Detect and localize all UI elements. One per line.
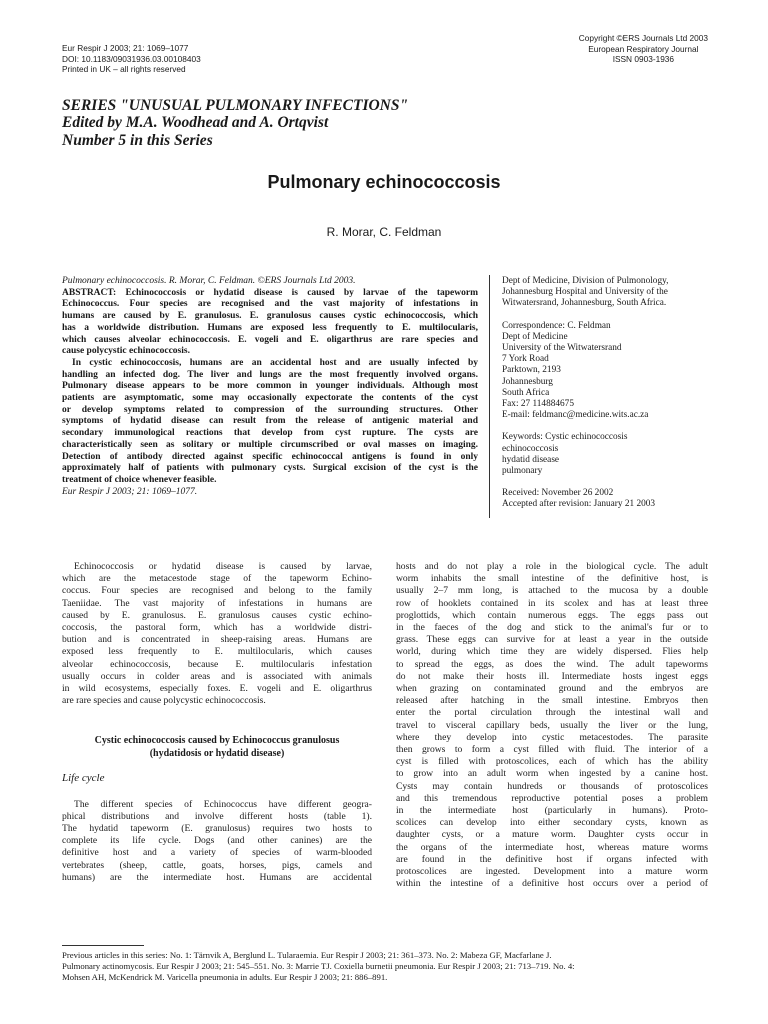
life-cycle-paragraph: The different species of Echinococcus have different geogra- phical distributions and involve different hosts (table 1). The hydatid tapeworm (E. granulosus) requires two hosts to complete its life cycle. Dogs (and other canines) are the definitive host and a variety of species of warm-blooded vertebrates (sheep, cattle, goats, horses, pigs, camels and humans) are the intermediate host. Humans are accidental [62, 798, 372, 883]
abstract [62, 276, 478, 498]
body-column-left [62, 561, 372, 884]
journal-name: European Respiratory Journal [588, 43, 699, 54]
keywords: Keywords: Cystic echinococcosis echinococcosis hydatid disease pulmonary [502, 432, 628, 477]
doi: DOI: 10.1183/09031936.03.00108403 [62, 53, 201, 64]
author-sidebar [502, 276, 717, 522]
copyright: Copyright ©ERS Journals Ltd 2003 [578, 33, 708, 43]
journal-citation: Eur Respir J 2003; 21: 1069–1077 [62, 43, 189, 53]
article-authors: R. Morar, C. Feldman [326, 225, 442, 239]
footnote-rule [62, 945, 144, 946]
series-info [62, 97, 408, 149]
section-heading: Cystic echinococcosis caused by Echinococcus granulosus (hydatidosis or hydatid disease) [94, 735, 340, 759]
footnote: Previous articles in this series: No. 1: Tärnvik A, Berglund L. Tularaemia. Eur Respir J 2003; 21: 361–373. No. 2: Mabeza GF, Macfarlane J. Pulmonary actinomycosis. Eur Respir J 2003; 21: 545–551. No. 3: Marrie TJ. Coxiella burnetii pneumonia. Eur Respir J 2003; 21: 713–719. No. 4: Mohsen AH, McKendrick M. Varicella pneumonia in adults. Eur Respir J 2003; 21: 886–891. [62, 950, 575, 982]
subsection-heading: Life cycle [62, 772, 105, 785]
journal-info [62, 43, 201, 75]
copyright-info [579, 33, 708, 65]
intro-paragraph: Echinococcosis or hydatid disease is caused by larvae, which are the metacestode stage of the tapeworm Echino- coccus. Four species are recognised and belong to the family Taeniidae. The vast majority of infestations in humans are caused by E. granulosus. E. granulosus causes cystic echino- coccosis, the pastoral form, which has a worldwide distri- bution and is concentrated in sheep-raising areas. Humans are exposed less frequently to E. multilocularis, which causes alveolar echinococcosis, because E. multilocularis infestation usually occurs in colder areas and is associated with animals in wild ecosystems, especially foxes. E. vogeli and E. oligarthrus are rare species and cause polycystic echinococcosis. [62, 561, 372, 707]
article-title: Pulmonary echinococcosis [267, 172, 501, 192]
abstract-paragraph-2: In cystic echinococcosis, humans are an accidental host and are usually infected by handling an infected dog. The liver and lungs are the most frequently involved organs. Pulmonary disease appears to be more common in younger individuals. Although most patients are asymptomatic, some may occasionally expectorate the contents of the cyst or develop symptoms related to compression of the surrounding structures. Other symptoms of hydatid disease can result from the release of antigenic material and secondary immunological reactions that develop from cyst rupture. The cysts are characteristically seen as solitary or multiple circumscribed or oval masses on imaging. Detection of antibody directed against specific echinococcal antigens is found in only approximately half of patients with pulmonary cysts. Surgical excision of the cyst is the treatment of choice whenever feasible. [62, 357, 478, 485]
series-editors: Edited by M.A. Woodhead and A. Ortqvist [62, 114, 329, 132]
series-title: SERIES "UNUSUAL PULMONARY INFECTIONS" [62, 97, 409, 114]
dates: Received: November 26 2002 Accepted after revision: January 21 2003 [502, 488, 656, 510]
abstract-journal-ref: Eur Respir J 2003; 21: 1069–1077. [62, 486, 198, 497]
affiliation: Dept of Medicine, Division of Pulmonology, Johannesburg Hospital and University of the Witwatersrand, Johannesburg, South Africa. [502, 276, 669, 309]
correspondence: Correspondence: C. Feldman Dept of Medicine University of the Witwatersrand 7 York Road Parktown, 2193 Johannesburg South Africa Fax: 27 114884675 E-mail: feldmanc@medicine.wits.ac.za [502, 321, 717, 422]
column-divider [489, 275, 490, 518]
print-notice: Printed in UK – all rights reserved [62, 64, 186, 75]
issn: ISSN 0903-1936 [612, 54, 675, 65]
series-number: Number 5 in this Series [62, 131, 213, 149]
body-column-right: hosts and do not play a role in the biological cycle. The adult worm inhabits the small intestine of the definitive host, is usually 2–7 mm long, is attached to the mucosa by a double row of hooklets contained in its scolex and has at least three proglottids, which contain numerous eggs. The eggs pass out in the faeces of the dog and stick to the animal's fur or to grass. These eggs can survive for at least a year in the outside world, during which time they are widely dispersed. Flies help to spread the eggs, as does the wind. The adult tapeworms do not make their hosts ill. Intermediate hosts ingest eggs when grazing on contaminated ground and the embryos are released after hatching in the small intestine. Embryos then enter the portal circulation through the intestinal wall and travel to visceral capillary beds, usually the liver or the lung, where they develop into cystic metacestodes. The parasite then grows to form a cyst filled with fluid. The interior of a cyst is filled with protoscolices, each of which has the ability to grow into an adult worm when ingested by a canine host. Cysts may contain hundreds or thousands of protoscolices and this tremendous reproductive potential poses a problem in the intermediate host (particularly in humans). Proto- scolices can develop into either secondary cysts, known as daughter cysts, or a mature worm. Daughter cysts occur in the organs of the intermediate host, whereas mature worms are found in the definitive host if organs infected with protoscolices are ingested. Development into a mature worm within the intestine of a definitive host occurs over a period of [396, 561, 708, 890]
abstract-paragraph-1: ABSTRACT: Echinococcosis or hydatid disease is caused by larvae of the tapeworm Echinococcus. Four species are recognised and the vast majority of infestations in humans are caused by E. granulosus. E. granulosus causes cystic echinococcosis, which has a worldwide distribution. Humans are exposed less frequently to E. multilocularis, which causes alveolar echinococcosis. E. vogeli and E. oligarthrus are rare species and cause polycystic echinococcosis. [62, 287, 478, 357]
abstract-citation: Pulmonary echinococcosis. R. Morar, C. Feldman. ©ERS Journals Ltd 2003. [62, 276, 356, 286]
email-address: E-mail: feldmanc@medicine.wits.ac.za [502, 410, 649, 421]
